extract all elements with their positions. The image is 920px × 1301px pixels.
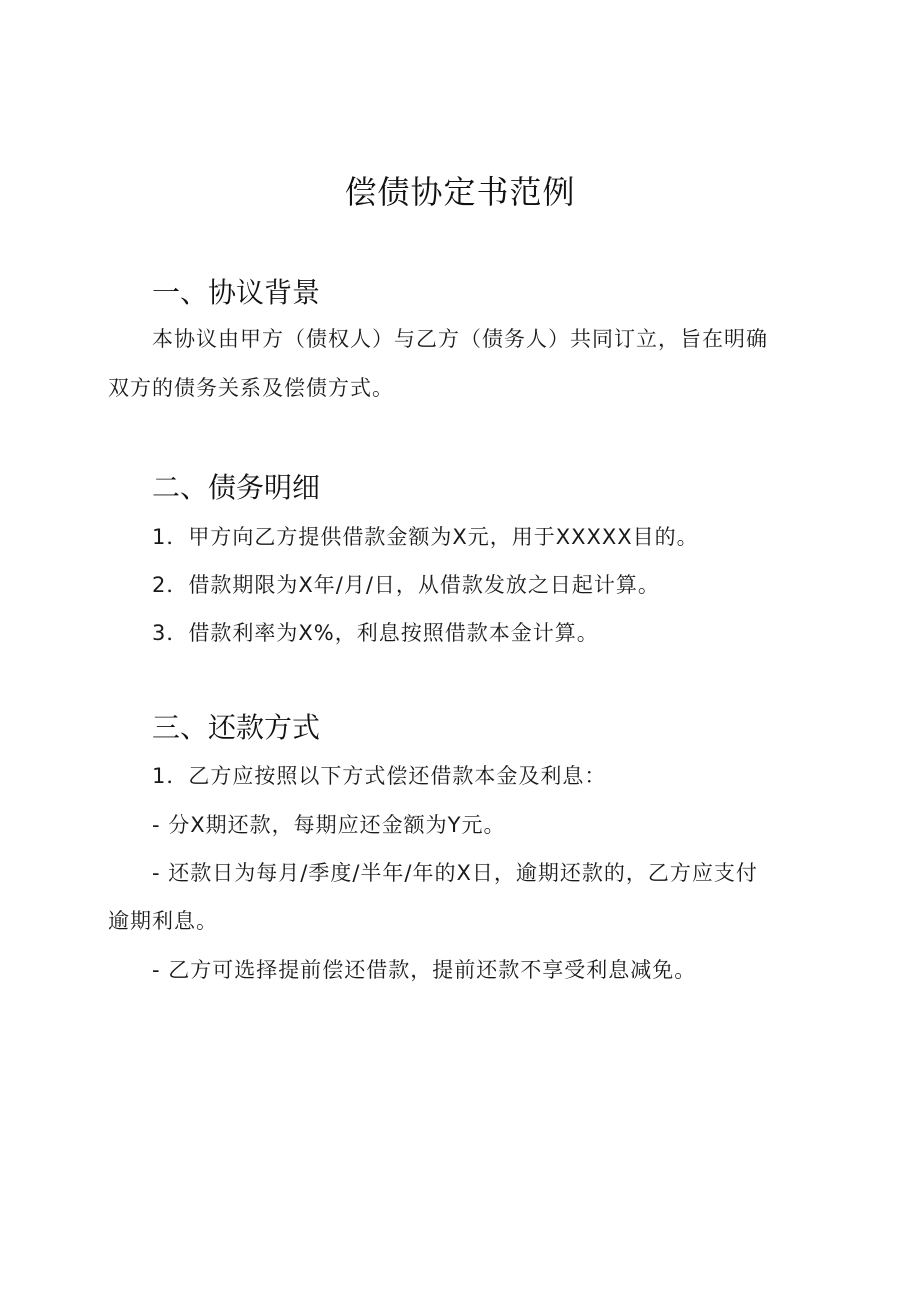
section-heading-debt-details: 二、债务明细 (152, 471, 321, 504)
section-heading-repayment: 三、还款方式 (152, 711, 321, 744)
list-item: 3．借款利率为X%，利息按照借款本金计算。 (152, 621, 599, 645)
paragraph-line: 双方的债务关系及偿债方式。 (108, 376, 394, 400)
section-heading-background: 一、协议背景 (152, 276, 321, 309)
document-title: 偿债协定书范例 (344, 173, 576, 211)
list-item: - 乙方可选择提前偿还借款，提前还款不享受利息减免。 (152, 958, 697, 982)
list-item: - 分X期还款，每期应还金额为Y元。 (152, 813, 506, 837)
paragraph-line: 本协议由甲方（债权人）与乙方（债务人）共同订立，旨在明确 (152, 327, 768, 351)
list-item: 1．甲方向乙方提供借款金额为X元，用于XXXXX目的。 (152, 525, 699, 549)
list-item: 1．乙方应按照以下方式偿还借款本金及利息： (152, 764, 607, 788)
list-item: - 还款日为每月/季度/半年/年的X日，逾期还款的，乙方应支付 (152, 861, 758, 885)
list-item-continuation: 逾期利息。 (108, 909, 218, 933)
list-item: 2．借款期限为X年/月/日，从借款发放之日起计算。 (152, 573, 660, 597)
